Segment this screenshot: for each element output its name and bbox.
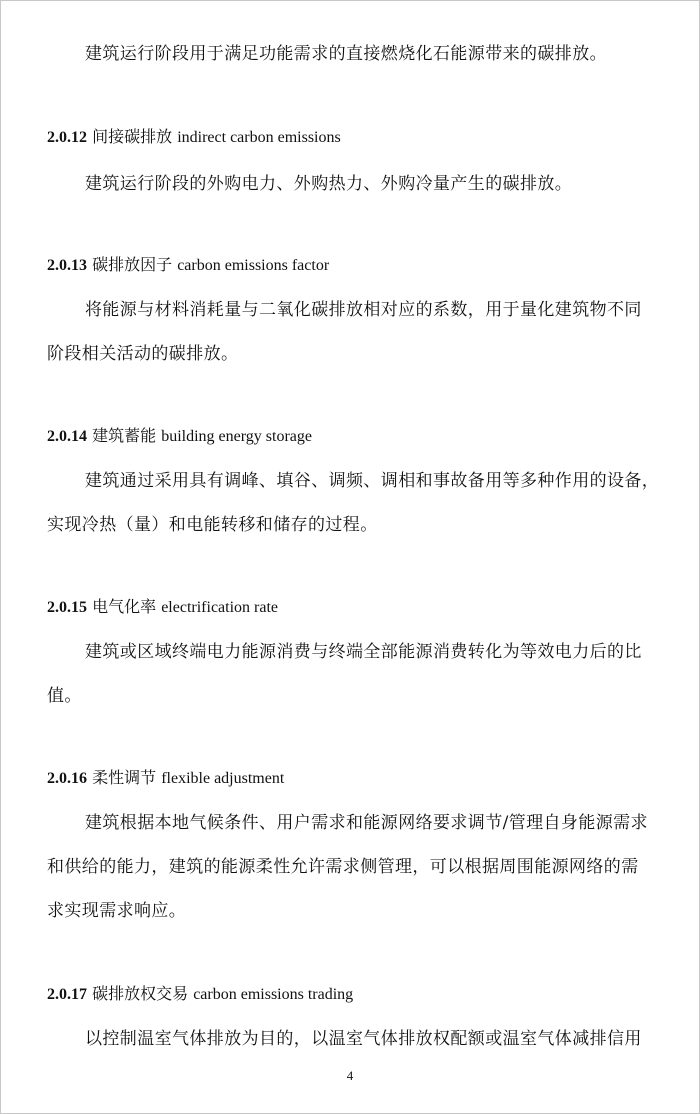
definition-line: 值。 [47, 686, 82, 706]
term-heading-2-0-12 [47, 125, 341, 150]
term-english: electrification rate [161, 599, 279, 616]
paragraph-line: 建筑运行阶段用于满足功能需求的直接燃烧化石能源带来的碳排放。 [85, 44, 607, 64]
term-chinese: 碳排放因子 [92, 255, 173, 274]
term-number: 2.0.16 [47, 770, 87, 787]
term-number: 2.0.14 [47, 428, 87, 445]
term-english: carbon emissions factor [177, 257, 330, 274]
term-chinese: 柔性调节 [92, 768, 157, 787]
definition-line: 阶段相关活动的碳排放。 [47, 344, 239, 364]
term-heading-2-0-13 [47, 253, 329, 278]
term-chinese: 间接碳排放 [92, 127, 173, 146]
page-number: 4 [346, 1068, 354, 1083]
term-heading-2-0-14 [47, 424, 312, 449]
definition-line: 建筑通过采用具有调峰、填谷、调频、调相和事故备用等多种作用的设备， [85, 471, 660, 491]
term-english: flexible adjustment [161, 770, 285, 787]
definition-line: 实现冷热（量）和电能转移和储存的过程。 [47, 515, 378, 535]
term-chinese: 建筑蓄能 [92, 426, 157, 445]
term-heading-2-0-15 [47, 595, 278, 620]
term-chinese: 碳排放权交易 [92, 984, 189, 1003]
term-english: building energy storage [161, 428, 312, 445]
term-english: indirect carbon emissions [177, 129, 341, 146]
definition-line: 和供给的能力，建筑的能源柔性允许需求侧管理，可以根据周围能源网络的需 [47, 857, 639, 877]
definition-line: 求实现需求响应。 [47, 901, 187, 921]
definition-line: 将能源与材料消耗量与二氧化碳排放相对应的系数，用于量化建筑物不同 [85, 300, 642, 320]
term-chinese: 电气化率 [92, 597, 157, 616]
term-english: carbon emissions trading [193, 986, 354, 1003]
term-heading-2-0-16 [47, 766, 284, 791]
term-number: 2.0.17 [47, 986, 87, 1003]
definition-line: 建筑运行阶段的外购电力、外购热力、外购冷量产生的碳排放。 [85, 174, 573, 194]
term-number: 2.0.15 [47, 599, 87, 616]
term-number: 2.0.12 [47, 129, 87, 146]
definition-line: 以控制温室气体排放为目的，以温室气体排放权配额或温室气体减排信用 [85, 1029, 642, 1049]
definition-line: 建筑根据本地气候条件、用户需求和能源网络要求调节/管理自身能源需求 [85, 813, 648, 833]
definition-line: 建筑或区域终端电力能源消费与终端全部能源消费转化为等效电力后的比 [85, 642, 642, 662]
term-number: 2.0.13 [47, 257, 87, 274]
term-heading-2-0-17 [47, 982, 353, 1007]
